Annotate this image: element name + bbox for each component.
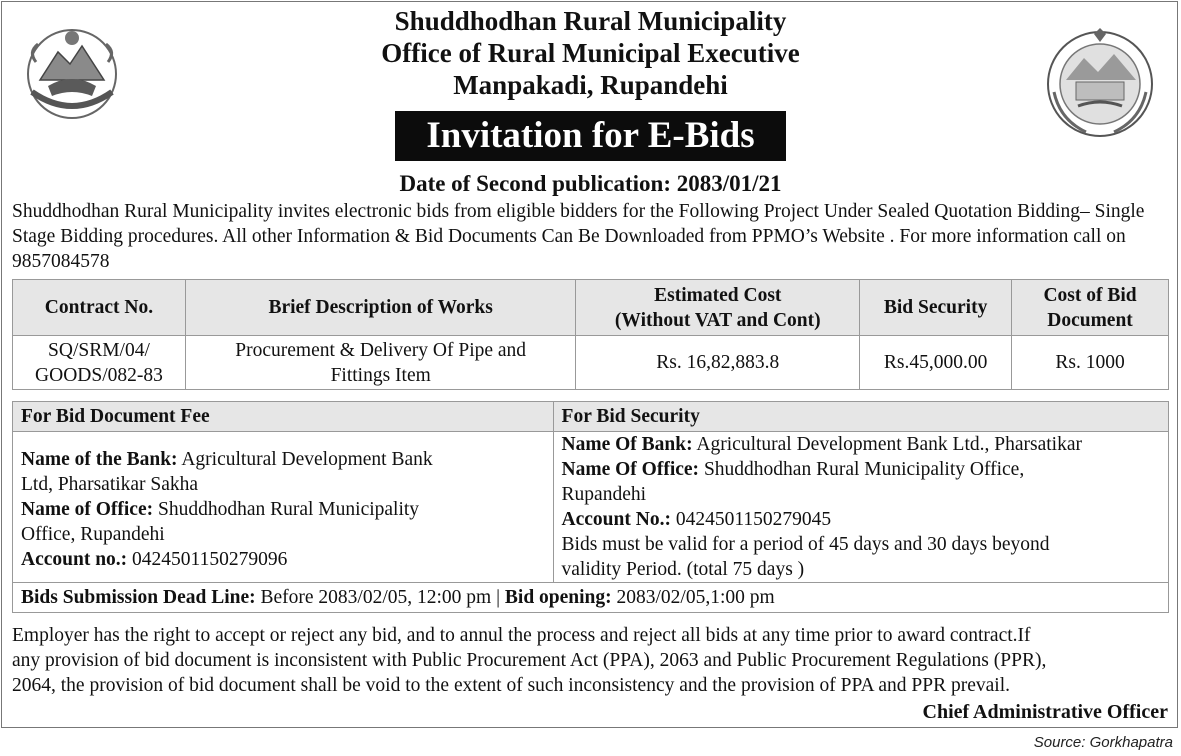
fee-bank-value: Agricultural Development Bank bbox=[177, 448, 433, 470]
header-description: Brief Description of Works bbox=[185, 280, 576, 336]
terms-line1: Employer has the right to accept or reject any bid, and to annul the process and reject all bids at any time prior to award contract.If bbox=[12, 625, 1031, 646]
intro-paragraph: Shuddhodhan Rural Municipality invites electronic bids from eligible bidders for the Following Project Under Sealed Quotation Bidding– Single Stage Bidding procedures. All other Information & Bid Documents Can Be Downloaded from PPMO’s Website . For more information call on 9857084578 bbox=[12, 201, 1145, 272]
fee-bank-label: Name of the Bank: bbox=[21, 448, 178, 470]
fee-account-value: 0424501150279096 bbox=[127, 548, 288, 570]
contract-no-line2: GOODS/082-83 bbox=[35, 364, 163, 386]
validity-line2: validity Period. (total 75 days ) bbox=[561, 559, 805, 580]
security-office-value-line2: Rupandehi bbox=[561, 484, 647, 505]
security-office-line bbox=[562, 457, 1160, 482]
fee-office-value-line2: Office, Rupandehi bbox=[21, 523, 165, 545]
header-estimated-cost-line2: (Without VAT and Cont) bbox=[614, 309, 821, 331]
bank-table-row bbox=[13, 432, 1169, 583]
contract-no-cell bbox=[13, 336, 186, 390]
fee-office-label: Name of Office: bbox=[21, 498, 154, 520]
security-details-cell bbox=[553, 432, 1168, 583]
security-office-value: Shuddhodhan Rural Municipality Office, bbox=[699, 459, 1025, 480]
bid-security-cell: Rs.45,000.00 bbox=[860, 336, 1012, 390]
estimated-cost-cell: Rs. 16,82,883.8 bbox=[576, 336, 860, 390]
publication-date: Date of Second publication: 2083/01/21 bbox=[399, 171, 782, 196]
security-header: For Bid Security bbox=[553, 402, 1168, 432]
municipality-name: Shuddhodhan Rural Municipality bbox=[394, 6, 787, 36]
security-bank-label: Name Of Bank: bbox=[561, 434, 693, 455]
header-estimated-cost bbox=[576, 280, 860, 336]
deadline-row bbox=[13, 583, 1169, 613]
header-document-cost-line2: Document bbox=[1047, 309, 1133, 331]
bank-table-header-row bbox=[13, 402, 1169, 432]
fee-details-cell bbox=[13, 432, 554, 583]
table-row bbox=[13, 336, 1169, 390]
office-location: Manpakadi, Rupandehi bbox=[453, 70, 728, 100]
description-line1: Procurement & Delivery Of Pipe and bbox=[235, 339, 527, 361]
opening-label: Bid opening: bbox=[504, 587, 612, 608]
fee-header: For Bid Document Fee bbox=[13, 402, 554, 432]
header-bid-security: Bid Security bbox=[860, 280, 1012, 336]
submission-label: Bids Submission Dead Line: bbox=[21, 587, 256, 608]
fee-account-label: Account no.: bbox=[21, 548, 128, 570]
security-bank-value: Agricultural Development Bank Ltd., Pharsatikar bbox=[692, 434, 1082, 455]
deadline-cell bbox=[13, 583, 1169, 613]
header-contract-no: Contract No. bbox=[13, 280, 186, 336]
description-line2: Fittings Item bbox=[330, 364, 431, 386]
security-account-value: 0424501150279045 bbox=[670, 509, 832, 530]
fee-account-line bbox=[21, 547, 545, 572]
contract-no-line1: SQ/SRM/04/ bbox=[48, 339, 150, 361]
security-office-label: Name Of Office: bbox=[561, 459, 700, 480]
opening-value: 2083/02/05,1:00 pm bbox=[611, 587, 775, 608]
validity-line1: Bids must be valid for a period of 45 days and 30 days beyond bbox=[561, 534, 1050, 555]
bank-details-table bbox=[12, 401, 1169, 613]
terms-line3: 2064, the provision of bid document shall be void to the extent of such inconsistency and the provision of PPA and PPR prevail. bbox=[12, 675, 1011, 696]
signature-title: Chief Administrative Officer bbox=[922, 701, 1168, 723]
contract-table bbox=[12, 279, 1169, 390]
security-bank-line bbox=[562, 432, 1160, 457]
source-credit: Source: Gorkhapatra bbox=[1033, 734, 1173, 751]
office-name: Office of Rural Municipal Executive bbox=[381, 38, 800, 68]
header-document-cost bbox=[1012, 280, 1169, 336]
document-cost-cell: Rs. 1000 bbox=[1012, 336, 1169, 390]
fee-office-line bbox=[21, 497, 545, 522]
fee-office-value: Shuddhodhan Rural Municipality bbox=[153, 498, 420, 520]
header-document-cost-line1: Cost of Bid bbox=[1043, 284, 1137, 306]
fee-bank-value-line2: Ltd, Pharsatikar Sakha bbox=[21, 473, 199, 495]
terms-paragraph bbox=[12, 623, 1172, 698]
security-account-line bbox=[562, 507, 1160, 532]
notice-title-banner: Invitation for E-Bids bbox=[395, 111, 786, 161]
security-account-label: Account No.: bbox=[561, 509, 671, 530]
header-estimated-cost-line1: Estimated Cost bbox=[654, 284, 782, 306]
terms-line2: any provision of bid document is inconsistent with Public Procurement Act (PPA), 2063 and Public Procurement Regulations (PPR), bbox=[12, 650, 1047, 671]
contract-table-header-row bbox=[13, 280, 1169, 336]
description-cell bbox=[185, 336, 576, 390]
fee-bank-line bbox=[21, 447, 545, 472]
submission-value: Before 2083/02/05, 12:00 pm | bbox=[255, 587, 505, 608]
